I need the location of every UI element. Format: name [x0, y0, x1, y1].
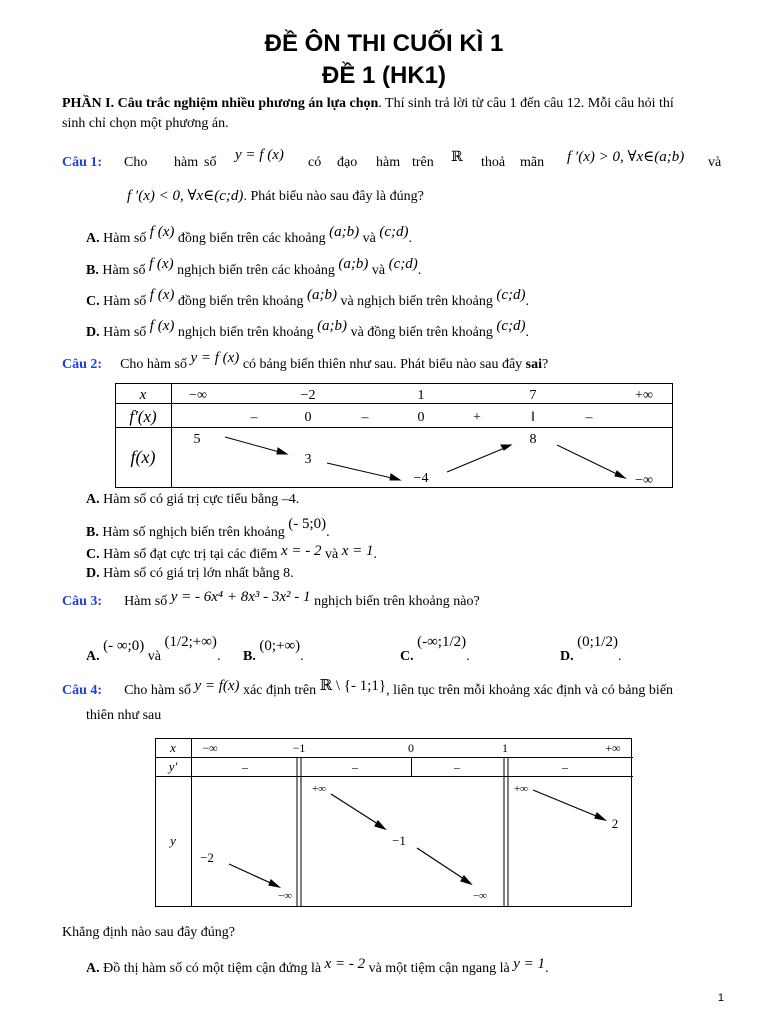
y-value: +∞: [513, 783, 529, 795]
table-derivative-label: f′(x): [129, 407, 157, 426]
f-value: −4: [413, 471, 429, 486]
x-value: 0: [408, 741, 414, 755]
q3-stem: Câu 3: Hàm số y = - 6x⁴ + 8x³ - 3x² - 1 nghịch biến trên khoảng nào?: [62, 589, 480, 609]
sign: +: [473, 410, 481, 425]
page-number: 1: [717, 992, 724, 1004]
q3-option-b[interactable]: B. (0;+∞).: [243, 638, 304, 664]
q3-option-c[interactable]: C. (-∞;1/2).: [400, 634, 470, 664]
exam-title: ĐỀ ÔN THI CUỐI KÌ 1: [264, 30, 504, 57]
y-value: −1: [392, 833, 406, 848]
table-function-label: f(x): [130, 447, 156, 467]
y-value: −2: [200, 850, 214, 865]
table-derivative-label: y′: [168, 759, 178, 774]
q4-stem: Câu 4: Cho hàm số y = f(x) xác định trên ℝ \ {- 1;1}, liên tục trên mỗi khoảng xác định và có bảng biến: [62, 678, 674, 698]
q2-option-d[interactable]: D. Hàm số có giá trị lớn nhất bằng 8.: [86, 566, 294, 581]
sign: –: [454, 760, 460, 774]
x-value: −2: [300, 388, 316, 403]
table-function-label: y: [170, 833, 176, 848]
y-value: 2: [611, 816, 619, 831]
sign: 0: [417, 410, 425, 425]
sign: –: [352, 760, 358, 774]
x-value: +∞: [605, 741, 621, 755]
part-instructions-2: sinh chỉ chọn một phương án.: [62, 116, 229, 131]
x-value: +∞: [635, 388, 653, 403]
q1-option-c[interactable]: C. Hàm số f (x) đồng biến trên khoảng (a;b) và nghịch biến trên khoảng (c;d).: [86, 287, 530, 309]
f-value: 3: [304, 452, 312, 467]
sign: –: [562, 760, 568, 774]
f-value: 5: [193, 432, 201, 447]
sign: 0: [304, 410, 312, 425]
q2-option-c[interactable]: C. Hàm số đạt cực trị tại các điểm x = - 2 và x = 1.: [86, 543, 378, 562]
x-value: 1: [417, 388, 425, 403]
q1-option-d[interactable]: D. Hàm số f (x) nghịch biến trên khoảng (a;b) và đồng biến trên khoảng (c;d).: [86, 318, 530, 340]
y-value: +∞: [311, 783, 327, 795]
sign: –: [242, 760, 248, 774]
x-value: −∞: [202, 741, 218, 755]
q2-option-a[interactable]: A. Hàm số có giá trị cực tiểu bằng –4.: [86, 492, 300, 507]
sign: –: [250, 410, 258, 425]
exam-subtitle: ĐỀ 1 (HK1): [321, 62, 447, 89]
x-value: −1: [292, 741, 306, 755]
q3-option-d[interactable]: D. (0;1/2).: [560, 634, 622, 664]
y-value: −∞: [472, 890, 488, 902]
q1-option-a[interactable]: A. Hàm số f (x) đồng biến trên các khoảng (a;b) và (c;d).: [86, 224, 412, 246]
q4-question: Khẳng định nào sau đây đúng?: [62, 925, 236, 940]
part-instructions: PHẦN I. Câu trắc nghiệm nhiều phương án lựa chọn. Thí sinh trả lời từ câu 1 đến câu 12. Mỗi câu hỏi thí: [62, 96, 674, 111]
y-value: −∞: [277, 890, 293, 902]
q2-stem: Câu 2: Cho hàm số y = f (x) có bảng biến thiên như sau. Phát biểu nào sau đây sai?: [62, 350, 549, 372]
x-value: 7: [529, 388, 537, 403]
q4-option-a[interactable]: A. Đồ thị hàm số có một tiệm cận đứng là x = - 2 và một tiệm cận ngang là y = 1.: [86, 956, 549, 976]
sign: ‖: [531, 410, 535, 425]
sign: –: [361, 410, 369, 425]
q2-option-b[interactable]: B. Hàm số nghịch biến trên khoảng (- 5;0).: [86, 516, 330, 540]
q4-variation-table: [155, 738, 633, 908]
table-x-label: x: [139, 387, 147, 403]
sign: –: [585, 410, 593, 425]
table-x-label: x: [170, 740, 176, 755]
q3-option-a[interactable]: A. (- ∞;0) và (1/2;+∞).: [86, 634, 221, 664]
f-value: −∞: [635, 473, 653, 488]
f-value: 8: [529, 432, 537, 447]
x-value: −∞: [189, 388, 207, 403]
q4-stem-2: thiên như sau: [86, 708, 162, 723]
x-value: 1: [502, 741, 508, 755]
q1-stem-2: f ′(x) < 0, ∀x∈(c;d). Phát biểu nào sau đây là đúng?: [127, 188, 424, 204]
q1-option-b[interactable]: B. Hàm số f (x) nghịch biến trên các khoảng (a;b) và (c;d).: [86, 256, 422, 278]
q2-variation-table: [115, 383, 673, 489]
